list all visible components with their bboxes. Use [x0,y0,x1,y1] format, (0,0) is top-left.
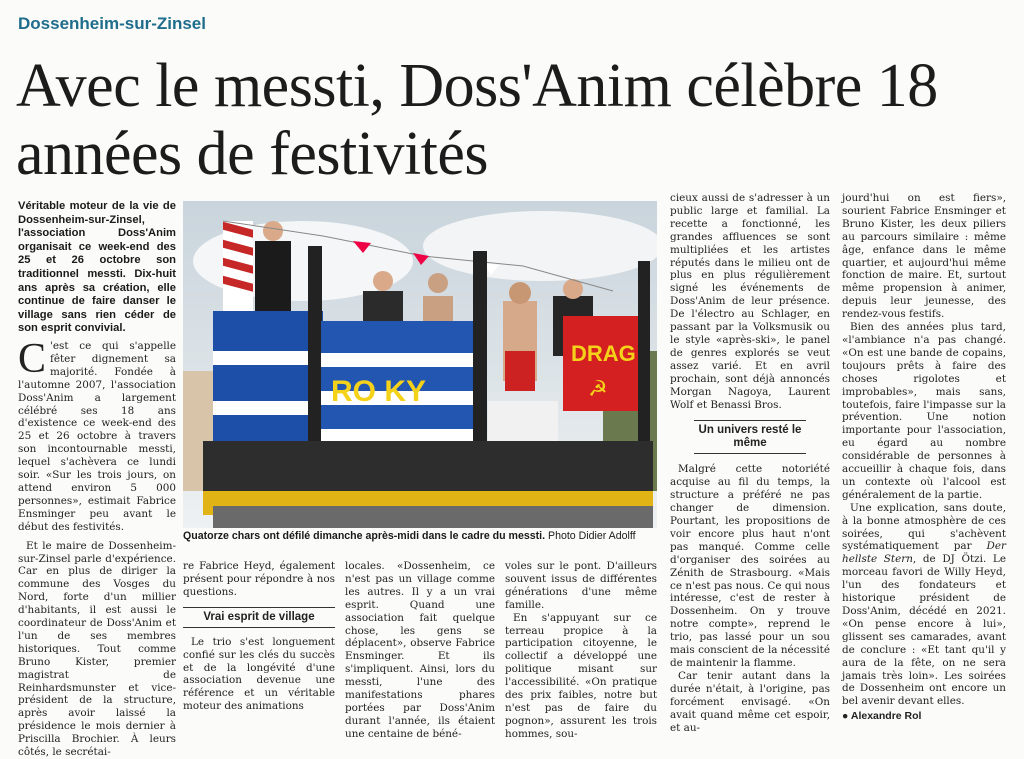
column-6 [842,192,1006,723]
paragraph: Et le maire de Dossenheim-sur-Zinsel parle d'expérience. Car en plus de diriger la commune des Vosges du Nord, forte d'un millier d'habitants, il est aussi le coordinateur de Doss'Anim et l'un de ses membres historiques. Tout comme Bruno Kister, premier magistrat de Reinhardsmunster et vice-président de la structure, après avoir laissé la présidence le mois dernier à Priscilla Brochier. À leurs côtés, le secrétai- [18,539,176,759]
paragraph: cieux aussi de s'adresser à un public large et familial. La recette a fonctionné, les grandes affluences se sont multipliées et les artistes réputés dans le milieu ont de plus en plus régulièrement signé les événements de Doss'Anim de leur présence. De l'électro au Schlager, en passant par la Volksmusik ou le style «après-ski», le panel de genres explorés se veut assez varié. Et en avril prochain, sont déjà annoncés Morgan Nagoya, Laurent Wolf et Benassi Bros. [670,192,830,411]
paragraph-text: Une explication, sans doute, à la bonne atmosphère de ces soirées, qui s'achèvent systématiquement par [842,501,1006,553]
drop-cap: C [18,336,47,382]
subheading: Un univers resté le même [694,420,806,454]
column-5 [670,192,830,734]
paragraph: Car tenir autant dans la durée n'était, à l'origine, pas forcément envisagé. «On avait quand même cet espoir, et au- [670,669,830,734]
song-title: Der hellste Stern [842,540,1006,566]
paragraph: Malgré cette notoriété acquise au fil du temps, la structure a préféré ne pas changer de dimension. Pourtant, les propositions de voir encore plus haut n'ont pas manqué. Comme celle d'organiser des soirées au Zénith de Strasbourg. «Mais ce n'est pas nous. Ce qui nous intéresse, c'est de rester à Dossenheim. On y trouve notre compte», reprend le trio, pas lassé pour un sou mais conscient de la nécessité de maintenir la flamme. [670,463,830,669]
column-2 [183,560,335,713]
article-lead: Véritable moteur de la vie de Dossenheim-sur-Zinsel, l'association Doss'Anim organisait ce week-end des 25 et 26 octobre son traditionnel messti. Dix-huit ans après sa création, elle continue de faire danser le village sans rien céder de son esprit convivial. [18,200,176,335]
paragraph: voles sur le pont. D'ailleurs souvent issus de différentes générations d'une même famille. [505,560,657,611]
author-signature: ● Alexandre Rol [842,710,922,723]
column-1 [18,336,176,759]
photo-credit: Photo Didier Adolff [548,530,636,542]
parade-float-photo [183,201,657,528]
photo-caption [183,530,657,543]
paragraph [18,336,176,534]
paragraph: Bien des années plus tard, «l'ambiance n'a pas changé. «On est une bande de copains, toujours prêts à faire des choses rigolotes et improbables», mais sans, toutefois, faire l'impasse sur la prévention. Une notion importante pour l'association, eu égard au nombre considérable de personnes à accueillir à chaque fois, dans un contexte où l'alcool est généralement de la partie. [842,321,1006,501]
paragraph: jourd'hui on est fiers», sourient Fabrice Ensminger et Bruno Kister, les deux piliers au parcours similaire : même âge, enfance dans le même quartier, et aujourd'hui même fonction de maire. Et, surtout même propension à animer, depuis leur jeunesse, des rendez-vous festifs. [842,192,1006,321]
banner-left-text: RO KY [331,375,427,408]
caption-text: Quatorze chars ont défilé dimanche après-midi dans le cadre du messti. [183,530,546,542]
article-photo [183,201,657,528]
paragraph: En s'appuyant sur ce terreau propice à la participation citoyenne, le collectif a développé une politique misant sur l'accessibilité. «On pratique des prix faibles, notre but n'est pas de faire du pognon», assurent les trois hommes, sou- [505,611,657,740]
article-headline: Avec le messti, Doss'Anim célèbre 18 années de festivités [16,52,938,188]
paragraph: locales. «Dossenheim, ce n'est pas un village comme les autres. Il y a un vrai esprit. Quand une association fait quelque chose, les gens se déplacent», observe Fabrice Ensminger. Et ils s'impliquent. Ainsi, lors du messti, l'une des manifestations phares portées par Doss'Anim durant l'année, ils étaient une centaine de béné- [345,560,495,740]
subheading: Vrai esprit de village [183,607,335,628]
paragraph: re Fabrice Heyd, également présent pour répondre à nos questions. [183,560,335,598]
paragraph [842,502,1006,709]
paragraph-text: , de DJ Ötzi. Le morceau favori de Willy Heyd, l'un des fondateurs et historique président de Doss'Anim, décédé en 2021. «On pense encore à lui», glissent ses camarades, avant de conclure : «Et tant qu'il y aura de la fête, on ne sera jamais très loin». Les soirées de Dossenheim ont encore un bel avenir devant elles. [842,553,1006,708]
column-3 [345,560,495,741]
paragraph-text: 'est ce qui s'appelle fêter dignement sa majorité. Fondée à l'automne 2007, l'association Doss'Anim a largement célébré ses 18 ans d'existence ce week-end des 25 et 26 octobre à travers son incontournable messti, lequel s'achèvera ce lundi soir. «Sur les trois jours, on attend environ 5 000 personnes», estimait Fabrice Ensminger peu avant le début des festivités. [18,340,176,533]
banner-right-text: DRAG [571,341,636,366]
hammer-sickle-icon: ☭ [588,377,608,402]
section-kicker: Dossenheim-sur-Zinsel [18,14,206,33]
paragraph: Le trio s'est longuement confié sur les clés du succès et de la longévité d'une association devenue une référence et un véritable moteur des animations [183,635,335,713]
column-4 [505,560,657,741]
